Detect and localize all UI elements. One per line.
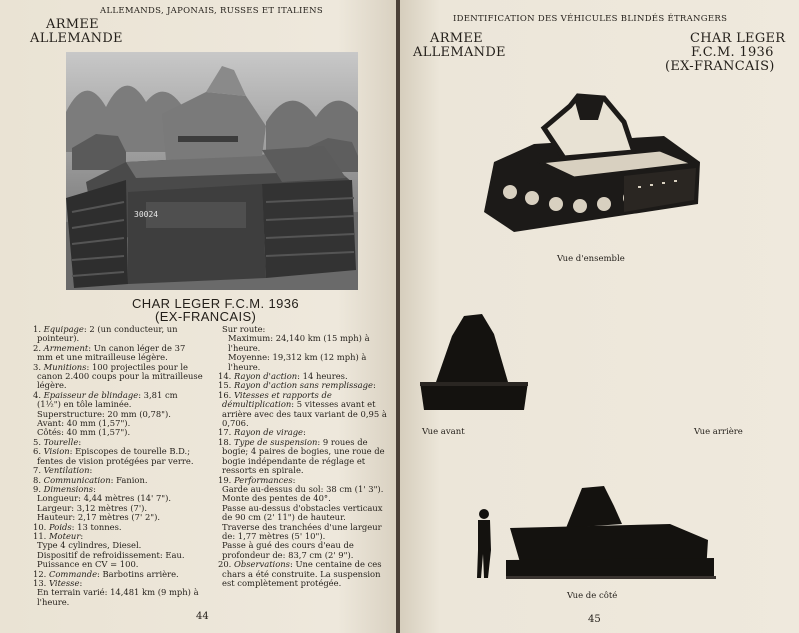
spec-text: : 2 (un conducteur, un pointeur).	[37, 324, 178, 344]
spec-heading: Vitesses et rapports de démultiplication	[222, 389, 332, 410]
hull-number: 30024	[134, 210, 159, 219]
spec-heading: Communication	[43, 474, 111, 485]
spec-column-1	[27, 325, 203, 607]
spec-item: Superstructure: 20 mm (0,78").	[37, 408, 171, 419]
spec-item: Largeur: 3,12 mètres (7').	[37, 502, 148, 513]
spec-heading: Dimensions	[43, 483, 94, 494]
spec-heading: Rayon d'action	[233, 371, 298, 382]
spec-text: : 3,81 cm (1½") en tôle laminée.	[37, 389, 178, 410]
tank-title: CHAR LEGER F.C.M. 1936	[132, 296, 300, 311]
spec-heading: Observations	[233, 559, 290, 570]
spec-text: : 13 tonnes.	[71, 521, 122, 532]
tank-front-silhouette	[416, 308, 532, 412]
spec-text: :	[303, 427, 306, 438]
caption-front-view: Vue avant	[422, 427, 465, 437]
spec-text: : Barbotins arrière.	[97, 568, 179, 579]
spec-text: : Un canon léger de 37 mm et une mitrailleuse légère.	[37, 342, 186, 363]
caption-overall-view: Vue d'ensemble	[557, 254, 625, 264]
spec-item	[27, 344, 203, 363]
spec-heading: Ventilation	[43, 465, 90, 476]
spec-number: 20.	[218, 559, 234, 570]
spec-number: 3.	[33, 361, 44, 372]
spec-item: Passe au-dessus d'obstacles verticaux de 90 cm (2' 11") de hauteur.	[222, 502, 383, 523]
spec-number: 15.	[218, 380, 234, 391]
spec-item	[27, 447, 203, 466]
spec-text: :	[89, 465, 93, 476]
left-page	[0, 0, 397, 633]
spec-heading: Vision	[43, 446, 70, 457]
spec-number: 8.	[33, 474, 44, 485]
army-label-line2: ALLEMANDE	[30, 31, 123, 46]
spec-text: :	[292, 474, 296, 485]
spec-text: :	[372, 380, 376, 391]
spec-item: Garde au-dessus du sol: 38 cm (1' 3").	[222, 483, 384, 494]
spec-heading: Tourelle	[43, 436, 79, 447]
spec-item	[27, 325, 203, 344]
spec-item: Longueur: 4,44 mètres (14' 7").	[37, 493, 172, 504]
title-line1: CHAR LEGER	[690, 31, 786, 46]
spec-heading: Rayon de virage	[233, 427, 304, 438]
soldier-scale-figure	[477, 509, 491, 578]
title-line3: (EX-FRANCAIS)	[665, 59, 775, 74]
spec-item	[212, 438, 388, 476]
spec-item: Passe à gué des cours d'eau de profondeur de: 83,7 cm (2' 9").	[222, 540, 354, 560]
army-label-line1: ARMEE	[46, 17, 99, 32]
spec-text: :	[80, 530, 84, 541]
spec-item: Avant: 40 mm (1,57").	[37, 418, 131, 429]
spec-text: : Fanion.	[110, 474, 148, 485]
spec-number: 19.	[218, 474, 234, 485]
spec-item: Dispositif de refroidissement: Eau.	[37, 549, 185, 560]
spec-number: 7.	[33, 465, 44, 476]
spec-number: 12.	[33, 568, 49, 579]
spec-item	[212, 560, 388, 588]
spec-heading: Poids	[48, 521, 72, 532]
spec-number: 18.	[218, 436, 234, 447]
spec-text: : Une centaine de ces chars a été construite. La suspension est complètement protégée.	[222, 559, 382, 588]
spec-text: :	[78, 436, 82, 447]
spec-heading: Performances	[233, 474, 293, 485]
tank-subtitle: (EX-FRANCAIS)	[155, 309, 257, 324]
spec-heading: Armement	[43, 342, 89, 353]
caption-side-view: Vue de côté	[567, 591, 618, 601]
tank-photograph	[66, 52, 358, 290]
spec-item	[27, 363, 203, 391]
spec-number: 1.	[33, 324, 44, 334]
army-label-line2: ALLEMANDE	[413, 45, 506, 60]
spec-number: 11.	[33, 530, 49, 541]
spec-item: Sur route:	[222, 324, 266, 334]
spec-text: : 100 projectiles pour le canon 2.400 coups pour la mitrailleuse légère.	[37, 361, 203, 391]
spec-number: 4.	[33, 389, 44, 400]
tank-side-silhouette	[470, 480, 720, 584]
spec-heading: Vitesse	[48, 577, 80, 588]
army-label-line1: ARMEE	[430, 31, 483, 46]
spec-item: Moyenne: 19,312 km (12 mph) à l'heure.	[228, 352, 367, 372]
spec-text: : Episcopes de tourelle B.D.; fentes de vision protégées par verre.	[37, 446, 194, 466]
spec-item: En terrain varié: 14,481 km (9 mph) à l'heure.	[37, 587, 199, 607]
spec-item: Hauteur: 2,17 mètres (7' 2").	[37, 512, 161, 523]
spec-number: 6.	[33, 446, 44, 457]
spec-text: : 9 roues de bogie; 4 paires de bogies, une roue de bogie indépendante de réglage et ressorts en spirale.	[222, 436, 385, 476]
spec-number: 14.	[218, 371, 234, 382]
spec-number: 2.	[33, 342, 44, 353]
spec-number: 10.	[33, 521, 49, 532]
spec-text: :	[79, 577, 83, 588]
spec-number: 17.	[218, 427, 234, 438]
spec-number: 5.	[33, 436, 44, 447]
spec-number: 16.	[218, 389, 234, 400]
title-line2: F.C.M. 1936	[691, 45, 774, 60]
spec-item	[212, 391, 388, 429]
spec-heading: Epaisseur de blindage	[43, 389, 139, 400]
spec-item: Côtés: 40 mm (1,57").	[37, 427, 131, 438]
page-number: 44	[196, 611, 209, 622]
spec-item	[27, 391, 203, 410]
spec-text: : 5 vitesses avant et arrière avec des taux variant de 0,95 à 0,706.	[222, 399, 387, 429]
spec-heading: Type de suspension	[233, 436, 318, 447]
spec-number: 13.	[33, 577, 49, 588]
tank-overall-view-drawing	[474, 92, 708, 248]
spec-item: Traverse des tranchées d'une largeur de: 1,77 mètres (5' 10").	[222, 521, 382, 541]
spec-text: : 14 heures.	[297, 371, 348, 382]
spec-text: :	[93, 483, 96, 494]
page-number: 45	[588, 614, 601, 625]
right-page	[400, 0, 799, 633]
running-head: IDENTIFICATION DES VÉHICULES BLINDÉS ÉTRANGERS	[453, 14, 728, 24]
spec-item: Type 4 cylindres, Diesel.	[37, 540, 142, 551]
spec-heading: Rayon d'action sans remplissage	[233, 380, 373, 391]
spec-heading: Equipage	[43, 324, 84, 334]
spec-heading: Moteur	[48, 530, 81, 541]
spec-heading: Munitions	[43, 361, 87, 372]
spec-number: 9.	[33, 483, 44, 494]
spec-item: Maximum: 24,140 km (15 mph) à l'heure.	[228, 333, 370, 353]
running-head: ALLEMANDS, JAPONAIS, RUSSES ET ITALIENS	[100, 6, 323, 16]
caption-rear-view: Vue arrière	[694, 427, 743, 437]
spec-item: Puissance en CV = 100.	[37, 559, 139, 570]
spec-column-2	[212, 325, 388, 588]
spec-item: Monte des pentes de 40°.	[222, 493, 331, 504]
spec-heading: Commande	[48, 568, 98, 579]
